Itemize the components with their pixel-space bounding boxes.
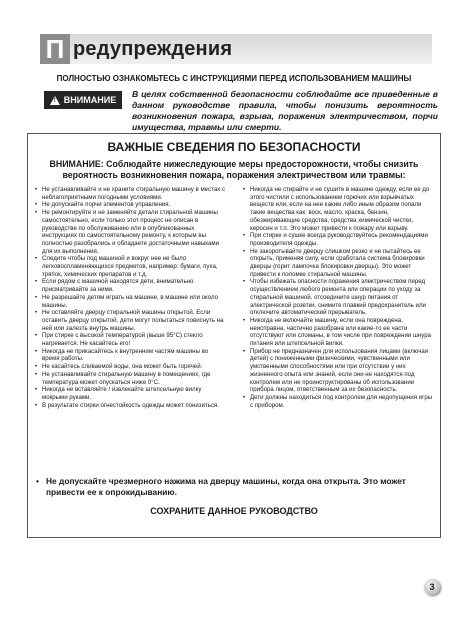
list-item: • Никогда не включайте машину, если она повреждена, неисправна, частично разобрана или какие-то ее части отсутствуют или сломаны, в том числе при повреждении шнура питания или штепсельной вилки. <box>242 317 436 348</box>
header-title: редупреждения <box>73 38 233 60</box>
keep-instructions: СОХРАНИТЕ ДАННОЕ РУКОВОДСТВО <box>150 506 318 516</box>
list-item: • Не допускайте порчи элементов управления. <box>34 201 226 209</box>
list-item: • Следите чтобы под машиной и вокруг нее не было легковоспламеняющихся предметов, например: бумаги, пуха, тряпок, химических препаратов и т.д. <box>34 255 226 278</box>
list-item: • Никогда не вставляйте / извлекайте штепсельную вилку мокрыми руками. <box>34 386 226 401</box>
list-item: • В результате стирки огнестойкость одежды может понизиться. <box>34 402 226 410</box>
safety-list-left <box>34 186 226 409</box>
header-initial-letter: П <box>40 34 70 64</box>
page-number: 3 <box>424 579 440 595</box>
list-item: • Не устанавливайте и не храните стиральную машину в местах с неблагоприятными погодными условиями. <box>34 186 226 201</box>
list-item: • Не закоротывайте дверцу слишком резко и не пытайтесь ее открыть, применяя силу, если сработала система блокировки дверцы (горит лампочка блокировки дверцы). Это может привести к поломке стиральной машины. <box>242 248 436 279</box>
list-item: • Прибор не предназначен для использования лицами (включая детей) с пониженными физическими, чувственными или умственными способностями или при отсутствии у них жизненного опыта или знаний, если они не находятся под контролем или не проинструктированы об использовании прибора лицом, ответственным за их безопасность. <box>242 348 436 394</box>
list-item: • Дети должны находиться под контролем для недопущения игры с прибором. <box>242 394 436 409</box>
safety-list-right <box>242 186 436 409</box>
door-pressure-warning: • Не допускайте чрезмерного нажима на дверцу машины, когда она открыта. Это может привести ее к опрокидыванию. <box>36 476 444 498</box>
list-item: • Если рядом с машиной находятся дети, внимательно присматривайте за ними. <box>34 278 226 293</box>
list-item: • Не устанавливайте стиральную машину в помещениях, где температура может опускаться ниже 0°C. <box>34 371 226 386</box>
safety-title: ВАЖНЫЕ СВЕДЕНИЯ ПО БЕЗОПАСНОСТИ <box>107 140 361 154</box>
list-item: • Чтобы избежать опасности поражения электричеством перед осуществлением любого ремонта или операции по уходу за стиральной машиной, отсоедините шнур питания от электрической розетки, снимите плавкий предохранитель или отключите автоматический прерыватель. <box>242 278 436 317</box>
warning-text: В целях собственной безопасности соблюдайте все приведенные в данном руководстве правила, чтобы понизить вероятность возникновения пожара, взрыва, поражения электричеством, порчи имущества, травмы или смерти. <box>132 89 438 132</box>
list-item: • Не ремонтируйте и не заменяйте детали стиральной машины самостоятельно, если только этот процесс не описан в руководстве по обслуживанию или в опубликованных инструкциях по самостоятельному ремонту, к которым вы полностью разобрались и обладаете достаточными навыками для их выполнения. <box>34 209 226 255</box>
safety-subtitle: ВНИМАНИЕ: Соблюдайте нижеследующие меры предосторожности, чтобы снизить вероятность возникновения пожара, поражения электричеством или травмы: <box>49 159 419 180</box>
warning-triangle-icon: ! <box>50 96 60 105</box>
list-item: • Никогда не стирайте и не сушите в машине одежду, если ее до этого чистили с использованием горючих или взрывчатых веществ или, если на нее каким либо иным образом попали такие вещества как: воск, масло, краска, бензин, обезжиривающие средства, средства химической чистки, керосин и т.п. Это может привести к пожару или взрыву. <box>242 186 436 232</box>
list-item: • Не оставляйте дверцу стиральной машины открытой. Если оставить дверцу открытой, дети могут попытаться повиснуть на ней или залезть внутрь машины. <box>34 309 226 332</box>
list-item: • При стирке и сушке всегда руководствуйтесь рекомендациями производителя одежды. <box>242 232 436 247</box>
list-item: • Не разрешайте детям играть на машине, в машине или около машины. <box>34 294 226 309</box>
list-item: • Не касайтесь сливаемой воды, она может быть горячей. <box>34 363 226 371</box>
list-item: • При стирке с высокой температурой (выше 95°C) стекло нагревается. Не касайтесь его! <box>34 332 226 347</box>
safety-box <box>27 133 441 538</box>
read-instructions-notice: ПОЛНОСТЬЮ ОЗНАКОМЬТЕСЬ С ИНСТРУКЦИЯМИ ПЕРЕД ИСПОЛЬЗОВАНИЕМ МАШИНЫ <box>56 74 412 83</box>
list-item: • Никогда не прикасайтесь к внутренним частям машины во время работы. <box>34 348 226 363</box>
warning-badge-label: ВНИМАНИЕ <box>63 95 117 105</box>
warning-badge <box>44 91 122 109</box>
section-header <box>40 34 432 64</box>
